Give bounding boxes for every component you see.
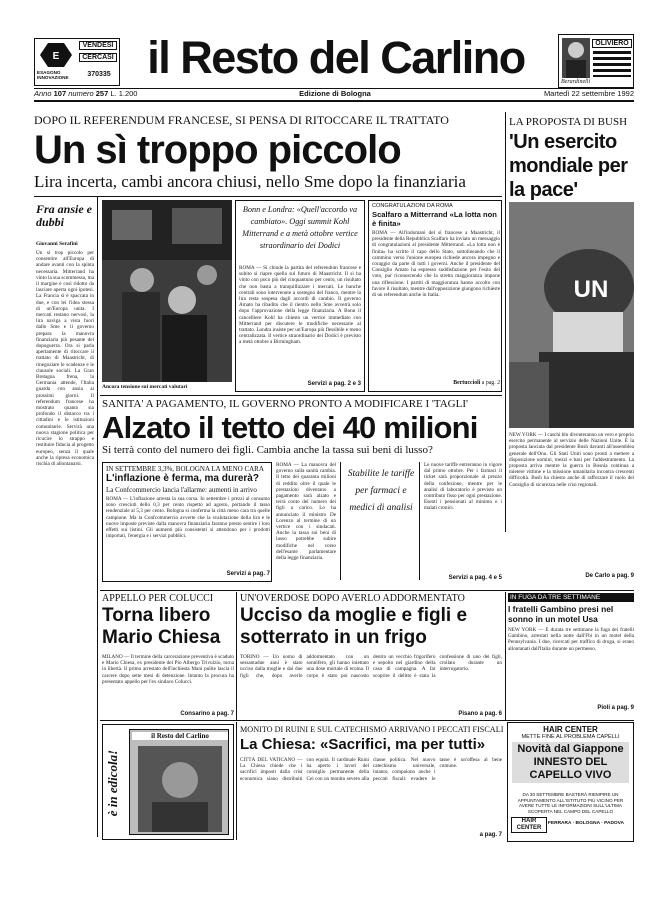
anno-label: Anno [34,89,52,98]
issue-date: Martedì 22 settembre 1992 [543,89,634,98]
left-promo[interactable] [34,38,120,86]
chiesa-headline[interactable]: Torna libero Mario Chiesa [102,605,221,648]
markets-photo [102,200,232,382]
inflation-sub: La Confcommercio lancia l'allarme: aumenti in arrivo [106,486,257,494]
anno-number: 107 [53,89,67,98]
price: L. 1.200 [110,89,138,98]
scalfaro-text: ROMA — All'indomani del sì francese a Maastricht, il presidente della Repubblica Scalfaro ha inviato un messaggio di congratulazioni al presidente Mitterrand. «La lotta non è finita» ha scritto il capo dello Stato, sottolineando che il cammino verso l'unione europea richiede ancora impegno e coraggio da parte di tutti i governi. Anche il presidente del Consiglio Amato ha espresso soddisfazione per l'esito del voto, pur riconoscendo che la stretta maggioranza impone una riflessione. I partiti di maggioranza hanno accolto con favore il risultato, mentre dall'opposizione giungono richieste di un referendum anche in Italia. [372,230,500,299]
bonn-ref: Servizi a pag. 2 e 3 [307,381,361,387]
edicola-cover [129,729,229,835]
sanita-headline[interactable]: Alzato il tetto dei 40 milioni [102,410,478,445]
edition: Edizione di Bologna [299,89,371,98]
promo-vendesi: VENDESI [79,41,117,50]
chiesa-text: MILANO — Il termine della carcerazione preventiva è scaduto e Mario Chiesa, ex presidente del Pio Albergo Trivulzio, torna in libertà. Il primo arrestato dell'inchiesta Mani pulite lascia il carcere dopo sette mesi di detenzione. Intanto la procura ha presentato appello per l'ex sindaco Colucci. [102,654,234,685]
murder-headline[interactable]: Ucciso da moglie e figli e sotterrato in un frigo [240,605,468,648]
inflation-box[interactable] [102,462,272,582]
edicola-ad[interactable] [102,724,234,840]
bush-ref: De Carlo a pag. 9 [585,573,634,579]
murder-kicker: UN'OVERDOSE DOPO AVERLO ADDORMENTATO [240,593,465,604]
sanita-ref: Servizi a pag. 4 e 5 [448,575,502,581]
newspaper-title[interactable]: il Resto del Carlino [147,32,525,83]
sanita-subhead: Si terrà conto del numero dei figli. Cambia anche la tassa sui beni di lusso? [102,444,433,456]
murder-text: TORINO — Un uomo di sessantadue anni è stato ucciso dalla moglie e dai due figli che, dopo averlo addormentato con un sonnifero, gli hanno iniettato una dose mortale di eroina. Il corpo è stato poi nascosto dentro un vecchio frigorifero e sepolto nel giardino della casa di campagna. A far scoprire il delitto è stata la confessione di uno dei figli, crollato durante un interrogatorio. [240,654,502,679]
issue-info [34,89,214,99]
scalfaro-byline-wrap [372,380,500,386]
chiesa-kicker: APPELLO PER COLUCCI [102,593,214,604]
svg-text:E: E [52,51,60,62]
lead-kicker: DOPO IL REFERENDUM FRANCESE, SI PENSA DI RITOCCARE IL TRATTATO [34,113,449,127]
scalfaro-byline: Bertuccioli [453,380,481,386]
hair-sub: METTE FINE AL PROBLEMA CAPELLI [521,734,620,740]
bonn-headline: Bonn e Londra: «Quell'accordo va cambiato». Oggi summit Kohl Mitterrand e a metà ottobre vertice straordinario dei Dodici [242,205,358,250]
photo-caption: Ancora tensione sui mercati valutari [102,384,188,390]
svg-text:UN: UN [573,276,609,303]
bush-headline[interactable]: 'Un esercito mondiale per la pace' [509,131,628,201]
edicola-vertical-text: è in edicola! [105,749,120,817]
scalfaro-ref: a pag. 2 [481,380,500,386]
editorial-title[interactable]: Fra ansie e dubbi [36,202,93,229]
hair-top: HAIR CENTER [543,725,598,734]
lead-subhead: Lira incerta, cambi ancora chiusi, nello Sme dopo la finanziaria [34,172,466,191]
issue-number: 257 [95,89,109,98]
editorial-text: Un sì trop piccolo per consentire all'Europa di andare avanti con la spinta necessaria. Mitterrand ha vinto la sua scommessa, ma il margine è così ridotto da lasciare aperta ogni ipotesi. La Francia si è spaccata in due, e con lei l'idea stessa di un'Europa unita. I mercati restano nervosi, la lira naviga a vista fuori dallo Sme e il governo prepara la manovra finanziaria più pesante del dopoguerra. Ora si parla apertamente di ritoccare il trattato di Maastricht, di rinegoziare le scadenze e le clausole sociali. La Gran Bretagna frena, la Germania attende, l'Italia guarda con ansia ai prossimi giorni. Il referendum francese ha mostrato quanto sia profondo il distacco tra i cittadini e le istituzioni comunitarie. Servirà una nuova stagione politica per ricucire lo strappo e restituire fiducia al progetto europeo, senza il quale anche la ripresa economica rischia di allontanarsi. [36,250,94,467]
gambino-headline: I fratelli Gambino presi nel sonno in un motel Usa [508,604,614,624]
gambino-kicker: IN FUGA DA TRE SETTIMANE [508,593,634,602]
hair-text: DA 30 SETTEMBRE BASTERÀ RIEMPIRE UN APPUNTAMENTO ALL'ISTITUTO PIÙ VICINO PER AVERE TUTTE LE INFORMAZIONI SULL'ULTIMA SCOPERTA NEL CAMPO DEL CAPELLO [517,792,624,814]
catechismo-text: CITTÀ DEL VATICANO — La Chiesa chiede che i sacrifici imposti dalla crisi economica siano distribuiti con equità. Il cardinale Ruini ha aperto i lavori del consiglio permanente della Cei con un monito severo alla classe politica. Nel nuovo catechismo universale, intanto, compaiono anche i peccati fiscali: evadere le tasse è un'offesa al bene comune. [240,757,502,782]
catechismo-headline[interactable]: La Chiesa: «Sacrifici, ma per tutti» [240,736,486,753]
hair-center-ad[interactable] [507,722,634,842]
editorial-byline: Giovanni Serafini [36,241,78,247]
gambino-ref: Pioli a pag. 9 [597,705,634,711]
stabilite-box [340,462,420,580]
gambino-box[interactable] [508,593,634,718]
promo-cercasi: CERCASI [79,53,117,62]
lead-headline[interactable]: Un sì troppo piccolo [34,128,401,172]
promo-lines-icon [593,51,631,77]
hair-logo: HAIR CENTER [511,817,547,833]
inflation-ref: Servizi a pag. 7 [226,571,270,577]
chiesa-ref: Consarino a pag. 7 [180,711,234,717]
numero-label: numero [68,89,94,98]
inflation-text: ROMA — L'inflazione arresta la sua corsa. In settembre i prezzi al consumo sono cresciuti dello 0,3 per cento rispetto ad agosto, portando il tasso tendenziale al 5,3 per cento. Bologna si conferma la città meno cara tra quelle campione. Ma la Confcommercio avverte che la svalutazione della lira e le nuove imposte previste dalla manovra finanziaria faranno presto sentire i loro effetti sui listini. Gli aumenti più consistenti si attendono per i prodotti importati, l'energia e i servizi pubblici. [106,496,270,540]
bonn-box[interactable] [235,200,365,392]
oliviero-photo [562,38,590,78]
inflation-kicker: IN SETTEMBRE 3,3%, BOLOGNA LA MENO CARA [106,465,264,473]
sanita-kicker: SANITA' A PAGAMENTO, IL GOVERNO PRONTO A MODIFICARE I 'TAGLI' [102,398,468,410]
promo-phone: 370335 [87,71,111,78]
catechismo-ref: a pag. 7 [479,832,502,838]
right-promo[interactable] [558,34,634,88]
bonn-text: ROMA — Si chiude la partita del referendum francese e subito si riapre quella sul futuro di Maastricht. Il sì ha vinto con poco più del cinquantuno per cento, un risultato che non basta a tranquillizzare i mercati. Le banche centrali sono intervenute a sostegno del franco, mentre la lira resta sospesa dagli accordi di cambio. Il governo Amato ha ribadito che il rientro nello Sme avverrà solo dopo l'approvazione della legge finanziaria. A Bonn il cancelliere Kohl ha chiesto un vertice immediato con Mitterrand per discutere le modifiche necessarie al trattato. Londra insiste per un'Europa più flessibile e meno centralizzata. Il vertice straordinario dei Dodici è previsto a metà ottobre a Birmingham. [239,265,361,346]
murder-ref: Pisano a pag. 6 [458,711,502,717]
promo-signature: Berardinelli [561,79,591,85]
cover-title: il Resto del Carlino [132,732,228,740]
bush-kicker: LA PROPOSTA DI BUSH [509,116,628,128]
stabilite-text: Stabilite le tariffe per farmaci e medici di analisi [347,469,415,513]
promo-brand: ESAGONO INNOVAZIONE [37,70,69,80]
scalfaro-kicker: CONGRATULAZIONI DA ROMA [372,203,453,209]
scalfaro-box[interactable] [368,200,502,392]
promo-name: OLIVIERO [592,39,632,48]
catechismo-kicker: MONITO DI RUINI E SUL CATECHISMO ARRIVANO I PECCATI FISCALI [240,725,504,734]
un-soldier-photo [509,202,634,428]
hair-title: Novità dal Giappone INNESTO DEL CAPELLO VIVO [512,742,629,783]
bush-text: NEW YORK — I caschi blu diventeranno un vero e proprio esercito permanente al servizio delle Nazioni Unite. È la proposta lanciata dal presidente Bush davanti all'assemblea generale dell'Onu. Gli Stati Uniti sono pronti a mettere a disposizione uomini, mezzi e basi per l'addestramento. La proposta arriva mentre la guerra in Bosnia continua a mietere vittime e la missione umanitaria incontra crescenti difficoltà. Bush ha chiesto anche di rafforzare il ruolo del Consiglio di sicurezza nelle crisi regionali. [509,432,634,488]
sanita-text: ROMA — La manovra del governo sulla sanità cambia. Il tetto dei quaranta milioni di reddito oltre il quale le prestazioni diventano a pagamento sarà alzato e terrà conto del numero dei figli a carico. Lo ha annunciato il ministro De Lorenzo al termine di un vertice con i sindacati. Anche la tassa sui beni di lusso potrebbe subire modifiche nel corso dell'esame parlamentare della legge finanziaria. [276,462,336,562]
sanita-text-2: Le nuove tariffe entreranno in vigore dal primo ottobre. Per i farmaci il ticket sarà proporzionale al prezzo della confezione, mentre per le analisi di laboratorio è previsto un contributo fisso per ogni prestazione. Esenti i pensionati al minimo e i malati cronici. [424,462,502,512]
inflation-title: L'inflazione è ferma, ma durerà? [106,473,259,484]
gambino-text: NEW YORK — È durata tre settimane la fuga dei fratelli Gambino, arrestati nella notte dall'Fbi in un motel della Pennsylvania. I due, ricercati per traffico di droga, si erano allontanati dall'Italia durante un permesso. [508,627,634,652]
esagono-logo-icon [39,42,73,68]
cover-image-icon [138,746,222,832]
hair-cities: FERRARA · BOLOGNA · PADOVA [548,821,624,826]
scalfaro-title: Scalfaro a Mitterrand «La lotta non è finita» [372,210,497,228]
